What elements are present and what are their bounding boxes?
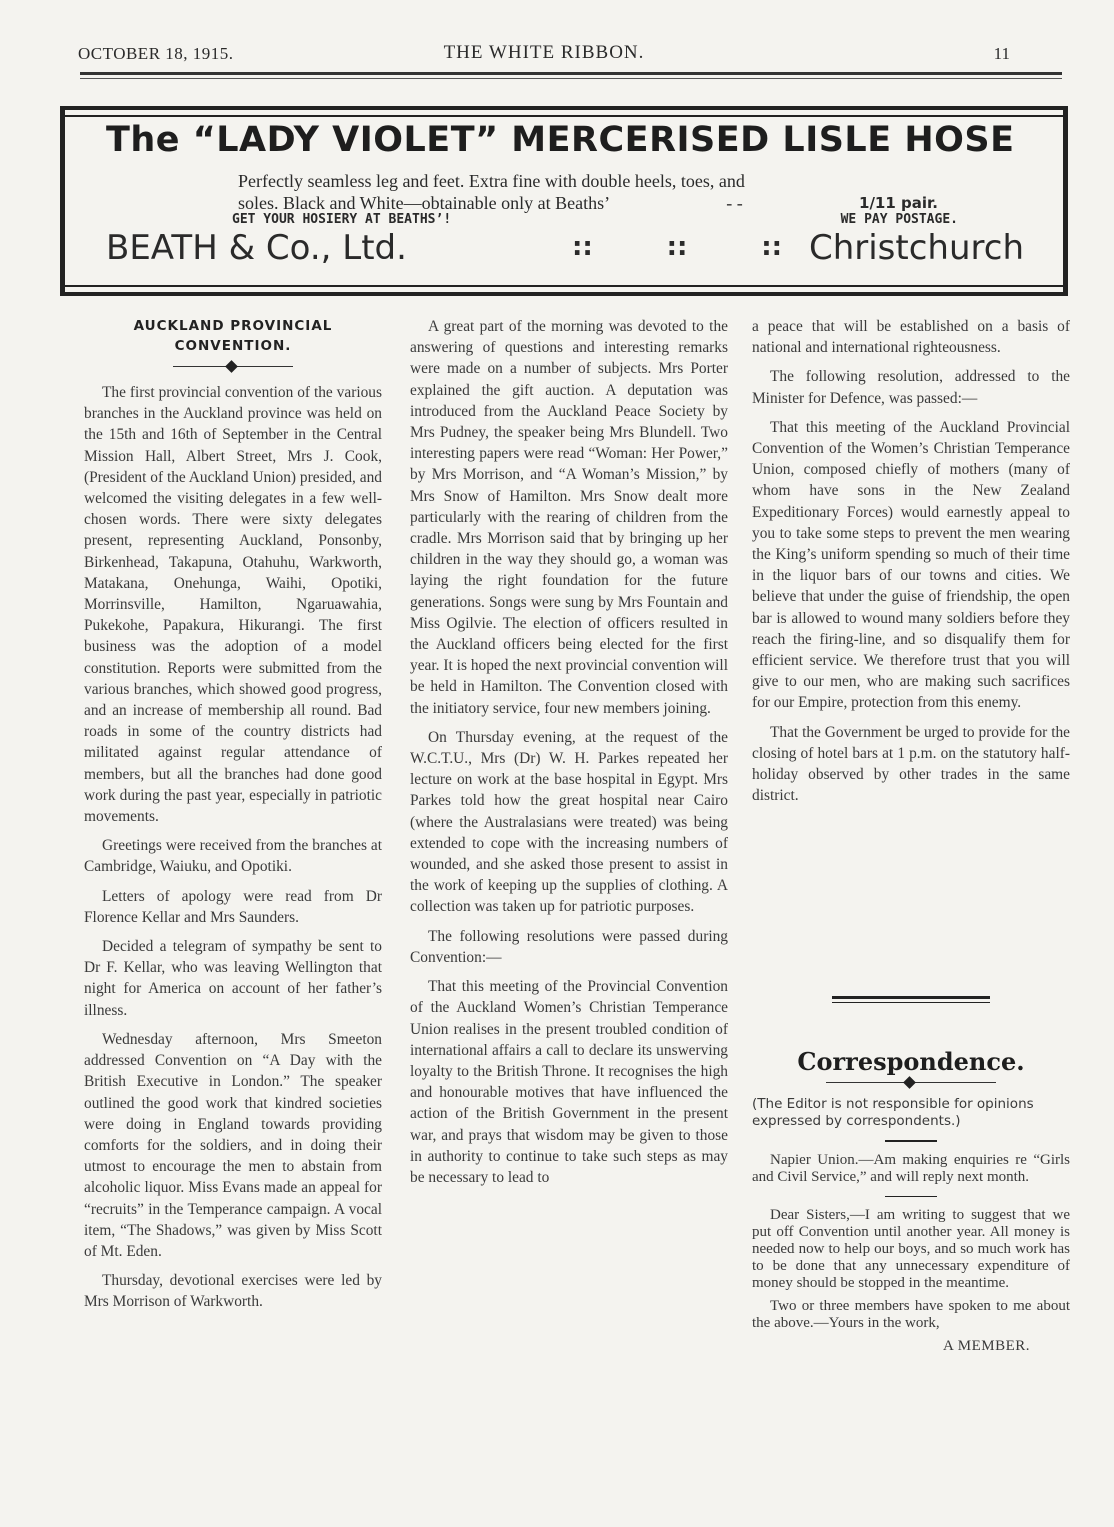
- ad-title: The “LADY VIOLET” MERCERISED LISLE HOSE: [106, 120, 1015, 160]
- publication-title: THE WHITE RIBBON.: [443, 42, 645, 63]
- ad-promo-left: GET YOUR HOSIERY AT BEATHS’!: [232, 212, 452, 227]
- article-heading-line1: AUCKLAND PROVINCIAL: [133, 318, 333, 334]
- diamond-divider: [173, 362, 293, 372]
- issue-date: OCTOBER 18, 1915.: [78, 44, 234, 63]
- article-column-3: [752, 316, 1070, 814]
- ad-separator: ::: [761, 232, 782, 262]
- ad-border-right: [1063, 106, 1068, 296]
- page-number: 11: [993, 44, 1010, 63]
- ad-description-line1: Perfectly seamless leg and feet. Extra fine with double heels, toes, and: [238, 171, 745, 191]
- ad-separator: ::: [572, 232, 593, 262]
- diamond-divider: [826, 1078, 996, 1088]
- paragraph: Thursday, devotional exercises were led by Mrs Morrison of Warkworth.: [84, 1272, 382, 1311]
- diamond-icon: [225, 360, 238, 373]
- short-rule: [885, 1196, 937, 1197]
- paragraph: The following resolutions were passed during Convention:—: [410, 927, 728, 966]
- paragraph: That the Government be urged to provide for the closing of hotel bars at 1 p.m. on the statutory half-holiday observed by other trades in the same district.: [752, 723, 1070, 805]
- ad-promo-right: WE PAY POSTAGE.: [840, 212, 958, 227]
- paragraph: Wednesday afternoon, Mrs Smeeton addressed Convention on “A Day with the British Executive in London.” The speaker outlined the good work that kindred societies were doing in England towards providing comforts for the soldiers, and in doing their utmost to encourage the men to abstain from alcoholic liquor. Miss Evans made an appeal for “recruits” in the Temperance campaign. A vocal item, “The Shadows,” was given by Miss Scott of Mt. Eden.: [84, 1030, 382, 1260]
- section-divider: [832, 996, 990, 1003]
- article-heading-line2: CONVENTION.: [174, 338, 292, 354]
- paragraph: a peace that will be established on a basis of national and international righteousness.: [752, 318, 1070, 357]
- ad-company: BEATH & Co., Ltd.: [106, 228, 407, 268]
- article-column-1: [84, 316, 382, 1321]
- hosiery-advertisement: [60, 106, 1068, 296]
- article-column-2: [410, 316, 728, 1196]
- ad-border-bottom: [60, 292, 1068, 296]
- ad-promo: [232, 212, 958, 227]
- ad-description: [238, 170, 938, 214]
- paragraph: On Thursday evening, at the request of the W.C.T.U., Mrs (Dr) W. H. Parkes repeated her lecture on work at the base hospital in Egypt. Mrs Parkes told how the great hospital near Cairo (where the Australasians were treated) was being extended to cope with the increasing numbers of wounded, and she asked those present to assist in the work of keeping up the supplies of clothing. A collection was taken up for patriotic purposes.: [410, 728, 728, 916]
- paragraph: That this meeting of the Auckland Provincial Convention of the Women’s Christian Temperance Union, composed chiefly of mothers (many of whom have sons in the New Zealand Expeditionary Forces) would earnestly appeal to you to take some steps to prevent the men wearing the King’s uniform spending so much of their time in the liquor bars of our towns and cities. We believe that under the guise of friendship, the open bar is allowed to wound many soldiers before they reach the firing-line, and so disqualify them for efficient service. We therefore trust that you will give to our men, who are making such sacrifices for our Empire, protection from this enemy.: [752, 418, 1070, 712]
- ad-price-line: [238, 192, 938, 214]
- paragraph: The following resolution, addressed to the Minister for Defence, was passed:—: [752, 368, 1070, 407]
- ad-border-top: [60, 106, 1068, 110]
- editor-note: (The Editor is not responsible for opinions expressed by correspondents.): [752, 1096, 1034, 1129]
- ad-border-bottom-inner: [60, 285, 1068, 287]
- header-rule-thin: [80, 78, 1062, 79]
- ad-separators: [572, 232, 782, 262]
- napier-note: Napier Union.—Am making enquiries re “Girls and Civil Service,” and will reply next month.: [752, 1152, 1070, 1185]
- ad-dashes: - -: [726, 193, 743, 213]
- page-header: [78, 42, 1010, 66]
- ad-border-top-inner: [60, 115, 1068, 117]
- paragraph: Decided a telegram of sympathy be sent to Dr F. Kellar, who was leaving Wellington that night for America on account of her father’s illness.: [84, 938, 382, 1019]
- letter-paragraph: Two or three members have spoken to me about the above.—Yours in the work,: [752, 1298, 1070, 1331]
- paragraph: The first provincial convention of the various branches in the Auckland province was held on the 15th and 16th of September in the Central Mission Hall, Albert Street, Mrs J. Cook, (President of the Auckland Union) presided, and welcomed the visiting delegates in a few well-chosen words. There were sixty delegates present, representing Auckland, Ponsonby, Birkenhead, Takapuna, Otahuhu, Warkworth, Matakana, Onehunga, Waihi, Opotiki, Morrinsville, Hamilton, Ngaruawahia, Pukekohe, Papakura, Hikurangi. The first business was the adoption of a model constitution. Reports were submitted from the various branches, which showed good progress, and an increase of membership all round. Bad roads in some of the country districts had militated against regular attendance of members, but all the branches had done good work during the past year, especially in patriotic movements.: [84, 384, 382, 826]
- paragraph: Letters of apology were read from Dr Florence Kellar and Mrs Saunders.: [84, 887, 382, 926]
- correspondence-heading: Correspondence.: [797, 1047, 1025, 1076]
- paragraph: That this meeting of the Provincial Convention of the Auckland Women’s Christian Temperance Union realises in the present troubled condition of international affairs a call to declare its unswerving loyalty to the British Throne. It recognises the high and honourable motives that have influenced the action of the British Government in the present war, and prays that wisdom may be given to those in authority to continue to take such steps as may be necessary to lead to: [410, 978, 728, 1186]
- ad-separator: ::: [666, 232, 688, 262]
- diamond-icon: [903, 1076, 916, 1089]
- ad-city: Christchurch: [808, 228, 1024, 268]
- paragraph: Greetings were received from the branches at Cambridge, Waiuku, and Opotiki.: [84, 837, 382, 876]
- article-heading: [84, 316, 382, 356]
- letter-paragraph: Dear Sisters,—I am writing to suggest that we put off Convention until another year. All money is needed now to help our boys, and so much work has to be done that any unnecessary expenditure of money should be stopped in the meantime.: [752, 1207, 1070, 1291]
- correspondence-section: [752, 996, 1070, 1355]
- ad-description-line2: soles. Black and White—obtainable only at Beaths’: [238, 193, 611, 213]
- short-rule: [885, 1140, 937, 1142]
- paragraph: A great part of the morning was devoted to the answering of questions and interesting remarks were made on a number of subjects. Mrs Porter explained the gift auction. A deputation was introduced from the Auckland Peace Society by Mrs Pudney, the speaker being Mrs Blundell. Two interesting papers were read “Woman: Her Power,” by Mrs Morrison, and “A Woman’s Mission,” by Mrs Snow of Hamilton. Mrs Snow dealt more particularly with the rearing of children from the cradle. Mrs Morrison said that by bringing up her children in the way they should go, a woman was laying the right foundation for the future generations. Songs were sung by Mrs Fountain and Miss Ogilvie. The election of officers resulted in the Auckland officers being elected for the first year. It is hoped the next provincial convention will be held in Hamilton. The Convention closed with the initiatory service, four new members joining.: [410, 318, 728, 717]
- ad-price: 1/11 pair.: [859, 194, 938, 212]
- ad-border-left: [60, 106, 65, 296]
- header-rule: [80, 72, 1062, 75]
- letter-signature: A MEMBER.: [942, 1338, 1030, 1354]
